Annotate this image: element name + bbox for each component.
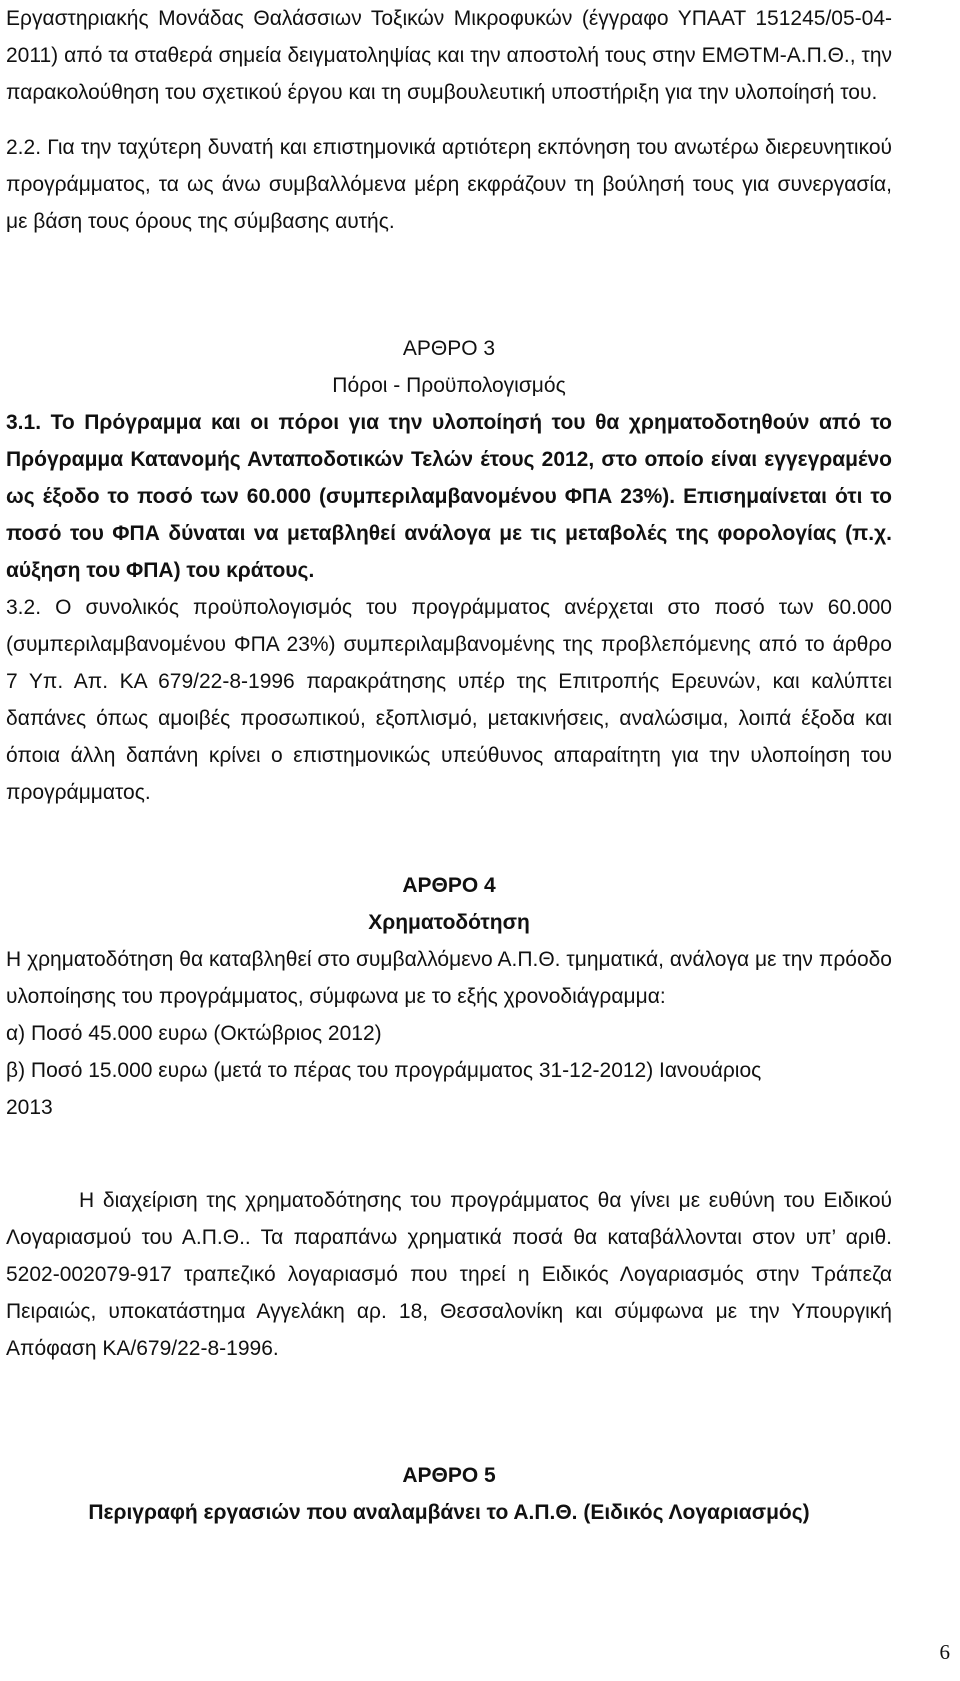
intro-paragraph: Εργαστηριακής Μονάδας Θαλάσσιων Τοξικών Μικροφυκών (έγγραφο ΥΠΑΑΤ 151245/05-04-2011) από τα σταθερά σημεία δειγματοληψίας και την αποστολή τους στην ΕΜΘΤΜ-Α.Π.Θ., την παρακολούθηση του σχετικού έργου και τη συμβουλευτική υποστήριξη για την υλοποίησή του. (6, 7, 892, 104)
article-5-heading: ΑΡΘΡΟ 5 (402, 1464, 496, 1487)
article-5-subheading: Περιγραφή εργασιών που αναλαμβάνει το Α.Π.Θ. (Ειδικός Λογαριασμός) (88, 1501, 810, 1524)
payment-item-b: β) Ποσό 15.000 ευρω (μετά το πέρας του προγράμματος 31-12-2012) Ιανουάριος (6, 1059, 762, 1082)
article-4-subheading: Χρηματοδότηση (368, 911, 530, 934)
clause-3-2: 3.2. Ο συνολικός προϋπολογισμός του προγράμματος ανέρχεται στο ποσό των 60.000 (συμπεριλαμβανομένου ΦΠΑ 23%) συμπεριλαμβανομένης της προβλεπόμενης από το άρθρο 7 Υπ. Απ. ΚΑ 679/22-8-1996 παρακράτησης υπέρ της Επιτροπής Ερευνών, και καλύπτει δαπάνες όπως αμοιβές προσωπικού, εξοπλισμό, μετακινήσεις, αναλώσιμα, λοιπά έξοδα και όποια άλλη δαπάνη κρίνει ο επιστημονικώς υπεύθυνος απαραίτητη για την υλοποίηση του προγράμματος. (6, 596, 892, 804)
payment-item-a: α) Ποσό 45.000 ευρω (Οκτώβριος 2012) (6, 1022, 382, 1045)
payment-item-b-year: 2013 (6, 1096, 53, 1119)
page-number: 6 (939, 1640, 950, 1664)
funding-intro: Η χρηματοδότηση θα καταβληθεί στο συμβαλλόμενο Α.Π.Θ. τμηματικά, ανάλογα με την πρόοδο υλοποίησης του προγράμματος, σύμφωνα με το εξής χρονοδιάγραμμα: (6, 948, 892, 1008)
payment-schedule (6, 1015, 892, 1126)
management-paragraph: Η διαχείριση της χρηματοδότησης του προγράμματος θα γίνει με ευθύνη του Ειδικού Λογαριασμού του Α.Π.Θ.. Τα παραπάνω χρηματικά ποσά θα καταβάλλονται στον υπ’ αριθ. 5202-002079-917 τραπεζικό λογαριασμό που τηρεί η Ειδικός Λογαριασμός στην Τράπεζα Πειραιώς, υποκατάστημα Αγγελάκη αρ. 18, Θεσσαλονίκη και σύμφωνα με την Υπουργική Απόφαση ΚΑ/679/22-8-1996. (6, 1189, 892, 1360)
article-3-heading: ΑΡΘΡΟ 3 (402, 337, 496, 360)
article-3-subheading: Πόροι - Προϋπολογισμός (332, 374, 566, 397)
document-page (6, 0, 892, 1531)
clause-3-1: 3.1. Το Πρόγραμμα και οι πόροι για την υλοποίησή του θα χρηματοδοτηθούν από το Πρόγραμμα Κατανομής Ανταποδοτικών Τελών έτους 2012, στο οποίο είναι εγγεγραμένο ως έξοδο το ποσό των 60.000 (συμπεριλαμβανομένου ΦΠΑ 23%). Επισημαίνεται ότι το ποσό του ΦΠΑ δύναται να μεταβληθεί ανάλογα με τις μεταβολές της φορολογίας (π.χ. αύξηση του ΦΠΑ) του κράτους. (6, 411, 892, 582)
article-4-heading: ΑΡΘΡΟ 4 (402, 874, 496, 897)
clause-2-2: 2.2. Για την ταχύτερη δυνατή και επιστημονικά αρτιότερη εκπόνηση του ανωτέρω διερευνητικού προγράμματος, τα ως άνω συμβαλλόμενα μέρη εκφράζουν τη βούλησή τους για συνεργασία, με βάση τους όρους της σύμβασης αυτής. (6, 136, 892, 233)
